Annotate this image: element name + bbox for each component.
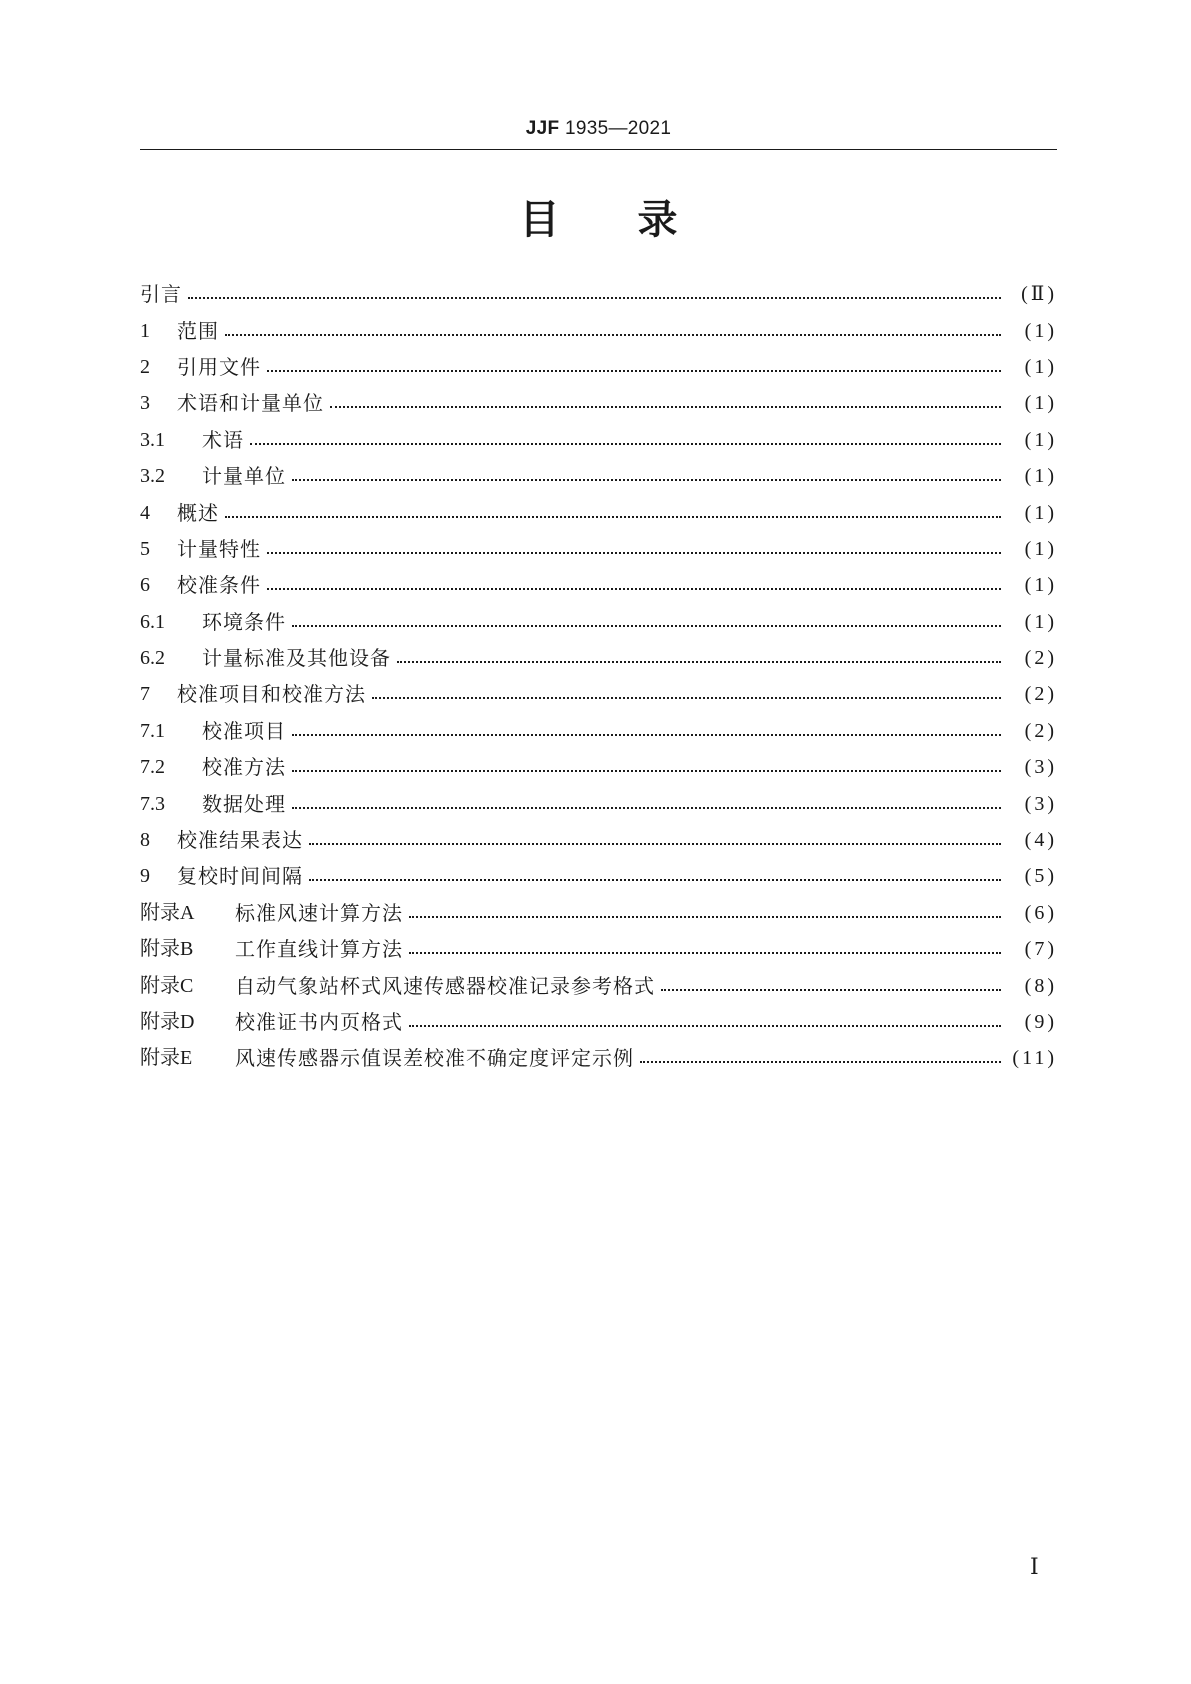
toc-dot-leader [225,334,1001,336]
toc-entry-page: (7) [1024,938,1057,961]
toc-entry-number: 7 [140,683,150,706]
toc-entry-number: 2 [140,355,150,378]
toc-dot-leader [372,697,1001,699]
toc-entry-label [140,749,286,785]
toc-dot-leader [409,916,1001,918]
toc-entry-label [140,604,286,640]
toc-entry-label [140,676,366,712]
toc-entry[interactable] [140,567,1057,603]
toc-entry-label [140,1004,403,1040]
toc-entry-title: 校准证书内页格式 [235,1010,403,1034]
toc-dot-leader [292,625,1001,627]
toc-entry-number: 7.1 [140,719,165,742]
standard-code [526,118,671,139]
table-of-contents [140,276,1057,1077]
toc-entry-page: (3) [1024,792,1057,815]
toc-entry-number: 6.1 [140,610,165,633]
toc-entry-number: 5 [140,537,150,560]
toc-entry-title: 范围 [177,318,219,343]
toc-entry-title: 校准条件 [177,573,261,598]
toc-entry-page: (1) [1024,501,1057,524]
toc-entry[interactable] [140,276,1057,312]
toc-dot-leader [292,807,1001,809]
toc-dot-leader [640,1061,1001,1063]
toc-dot-leader [409,952,1001,954]
toc-entry-number: 3.1 [140,428,165,451]
toc-entry-title: 校准项目 [202,718,286,743]
toc-entry[interactable] [140,640,1057,676]
toc-entry-title: 环境条件 [202,609,286,634]
toc-dot-leader [267,588,1001,590]
toc-entry-page: (6) [1024,901,1057,924]
toc-entry[interactable] [140,822,1057,858]
toc-entry-title: 校准项目和校准方法 [177,682,366,707]
toc-dot-leader [661,989,1001,991]
toc-entry[interactable] [140,713,1057,749]
toc-entry-page: (11) [1012,1047,1057,1070]
toc-entry[interactable] [140,895,1057,931]
toc-dot-leader [292,734,1001,736]
toc-entry-page: (5) [1024,865,1057,888]
toc-entry-title: 计量单位 [202,464,286,489]
header-rule [140,149,1057,150]
toc-entry-number: 附录E [140,1047,193,1070]
toc-entry-title: 计量特性 [177,536,261,561]
toc-entry-number: 6.2 [140,647,165,670]
toc-entry-page: (9) [1024,1011,1057,1033]
toc-entry-label [140,276,182,312]
toc-entry-label [140,495,219,531]
toc-entry-label [140,458,286,494]
toc-entry-title: 风速传感器示值误差校准不确定度评定示例 [235,1046,634,1071]
toc-dot-leader [292,770,1001,772]
toc-entry-title: 复校时间间隔 [177,864,303,889]
toc-entry-number: 4 [140,501,150,524]
toc-entry[interactable] [140,785,1057,821]
toc-entry-label [140,895,403,931]
toc-dot-leader [309,879,1001,881]
toc-entry-number: 3 [140,392,150,415]
toc-entry-number: 7.3 [140,792,165,815]
toc-entry-page: (8) [1024,974,1057,997]
toc-entry-title: 数据处理 [202,791,286,816]
toc-entry-page: (2) [1024,647,1057,670]
toc-entry[interactable] [140,458,1057,494]
toc-entry-label [140,931,403,967]
toc-entry-page: (2) [1024,683,1057,706]
toc-entry-label [140,713,286,749]
toc-entry-page: (3) [1024,756,1057,779]
toc-entry-number: 3.2 [140,465,165,488]
toc-entry-title: 引言 [140,282,182,307]
toc-entry-number: 6 [140,574,150,597]
toc-entry[interactable] [140,858,1057,894]
toc-entry-number: 8 [140,829,150,852]
toc-entry[interactable] [140,1040,1057,1076]
toc-entry-label [140,531,261,567]
toc-entry-label [140,640,391,676]
page-title: 目录 [519,197,756,243]
toc-entry-number: 9 [140,865,150,888]
toc-entry-number: 附录A [140,901,195,924]
toc-entry-label [140,422,244,458]
toc-entry-number: 7.2 [140,756,165,779]
toc-entry-title: 术语 [202,427,244,452]
toc-entry-label [140,349,261,385]
toc-entry-label [140,313,219,349]
toc-entry[interactable] [140,349,1057,385]
toc-entry-title: 引用文件 [177,354,261,379]
toc-entry-page: (2) [1024,719,1057,742]
toc-entry[interactable] [140,604,1057,640]
toc-entry-label [140,567,261,603]
toc-entry-title: 术语和计量单位 [177,391,324,416]
running-header [140,118,1057,140]
toc-dot-leader [188,297,1001,299]
toc-entry-title: 概述 [177,500,219,525]
toc-entry[interactable] [140,531,1057,567]
toc-dot-leader [225,516,1001,518]
toc-entry-label [140,858,303,894]
toc-dot-leader [267,552,1001,554]
toc-entry[interactable] [140,385,1057,421]
toc-entry[interactable] [140,422,1057,458]
toc-dot-leader [397,661,1001,663]
toc-dot-leader [309,843,1001,845]
toc-entry-page: (4) [1024,829,1057,852]
toc-entry-title: 标准风速计算方法 [235,900,403,925]
toc-entry-number: 附录D [140,1011,195,1033]
standard-code-prefix: JJF [525,118,560,139]
toc-entry-title: 校准结果表达 [177,828,303,853]
toc-entry-title: 校准方法 [202,755,286,780]
toc-entry-title: 计量标准及其他设备 [202,646,391,671]
toc-entry-page: (Ⅱ) [1021,283,1057,306]
toc-entry-page: (1) [1024,537,1057,560]
toc-entry-title: 自动气象站杯式风速传感器校准记录参考格式 [235,973,655,998]
toc-entry-number: 1 [140,319,150,342]
toc-entry[interactable] [140,967,1057,1003]
toc-entry-number: 附录B [140,938,194,961]
toc-entry-page: (1) [1024,574,1057,597]
toc-dot-leader [267,370,1001,372]
toc-entry-label [140,385,324,421]
toc-entry-label [140,968,655,1004]
toc-entry-label [140,1040,634,1076]
toc-entry-page: (1) [1024,319,1057,342]
toc-entry-page: (1) [1024,355,1057,378]
toc-entry-label [140,822,303,858]
toc-entry[interactable] [140,676,1057,712]
standard-code-number: 1935—2021 [559,118,672,139]
toc-entry[interactable] [140,494,1057,530]
toc-entry-title: 工作直线计算方法 [235,937,403,962]
toc-dot-leader [330,406,1001,408]
toc-entry[interactable] [140,931,1057,967]
toc-entry-page: (1) [1024,428,1057,451]
toc-entry-label [140,786,286,822]
toc-dot-leader [292,479,1001,481]
toc-entry[interactable] [140,749,1057,785]
toc-dot-leader [409,1025,1001,1027]
toc-entry-page: (1) [1024,392,1057,415]
toc-entry[interactable] [140,312,1057,348]
toc-entry-number: 附录C [140,974,194,997]
page-number: Ⅰ [1030,1554,1039,1579]
toc-dot-leader [250,443,1001,445]
toc-entry[interactable] [140,1004,1057,1040]
toc-entry-page: (1) [1024,465,1057,488]
toc-entry-page: (1) [1024,610,1057,633]
